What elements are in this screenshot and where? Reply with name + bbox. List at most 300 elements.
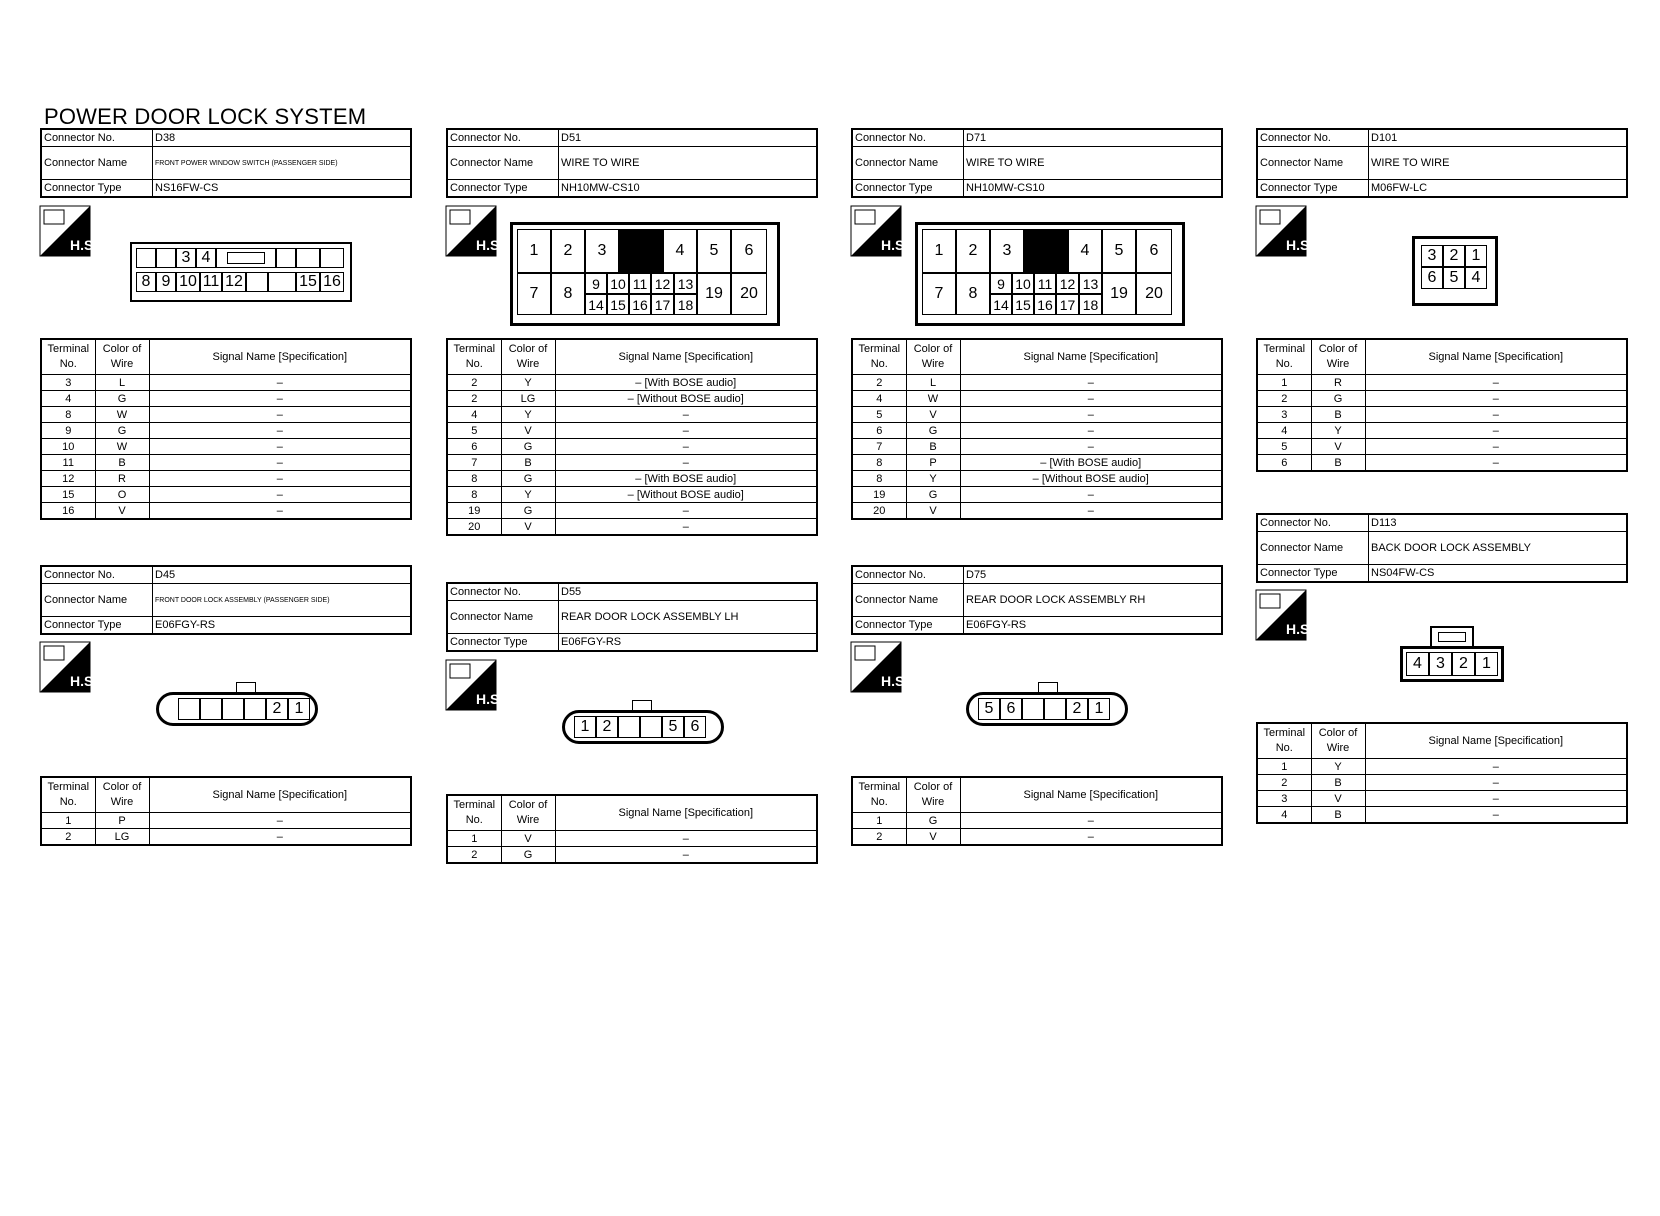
wire-color: Y xyxy=(501,407,555,423)
terminal-table-d71 xyxy=(851,338,1223,520)
terminal-no: 4 xyxy=(447,407,501,423)
pin-label: 2 xyxy=(596,716,618,738)
terminal-no: 20 xyxy=(447,519,501,536)
table-row xyxy=(447,487,817,503)
wire-color: B xyxy=(95,455,149,471)
terminal-no-header: Terminal No. xyxy=(41,339,95,375)
terminal-table-d51 xyxy=(446,338,818,536)
table-row xyxy=(1257,791,1627,807)
wire-color: B xyxy=(906,439,960,455)
svg-text:H.S.: H.S. xyxy=(70,673,98,689)
signal-name: – xyxy=(555,439,817,455)
wire-color: R xyxy=(95,471,149,487)
signal-name: – xyxy=(555,503,817,519)
table-row xyxy=(447,847,817,864)
wire-color: B xyxy=(501,455,555,471)
wire-color: LG xyxy=(95,829,149,846)
terminal-table-d75 xyxy=(851,776,1223,846)
pin-label: 12 xyxy=(651,273,674,294)
pin-label: 12 xyxy=(1056,273,1079,294)
wire-color-header: Color of Wire xyxy=(95,339,149,375)
harness-side-icon xyxy=(1256,206,1314,256)
signal-name-header: Signal Name [Specification] xyxy=(960,777,1222,813)
table-row xyxy=(447,471,817,487)
signal-name: – [With BOSE audio] xyxy=(960,455,1222,471)
terminal-no: 3 xyxy=(1257,791,1311,807)
signal-name-header: Signal Name [Specification] xyxy=(149,777,411,813)
terminal-no: 3 xyxy=(1257,407,1311,423)
terminal-no-header: Terminal No. xyxy=(447,795,501,831)
signal-name-header: Signal Name [Specification] xyxy=(1365,723,1627,759)
table-row xyxy=(1257,375,1627,391)
terminal-no: 12 xyxy=(41,471,95,487)
signal-name: – xyxy=(1365,807,1627,824)
table-row xyxy=(852,503,1222,520)
table-row xyxy=(41,487,411,503)
table-row xyxy=(1257,455,1627,472)
table-row xyxy=(1257,775,1627,791)
pin-label: 4 xyxy=(1465,267,1487,289)
connector-d113-info: Connector No. D113 Connector Name BACK DOOR LOCK ASSEMBLY Connector Type NS04FW-CS xyxy=(1256,513,1628,583)
pin-label: 1 xyxy=(1088,698,1110,720)
pin-label: 18 xyxy=(674,294,697,315)
signal-name-header: Signal Name [Specification] xyxy=(1365,339,1627,375)
signal-name: – xyxy=(149,503,411,520)
signal-name: – xyxy=(149,439,411,455)
signal-name: – xyxy=(555,519,817,536)
terminal-no: 19 xyxy=(852,487,906,503)
signal-name: – xyxy=(1365,423,1627,439)
signal-name: – xyxy=(149,407,411,423)
table-row xyxy=(852,455,1222,471)
wire-color: G xyxy=(95,391,149,407)
signal-name: – xyxy=(149,487,411,503)
signal-name-header: Signal Name [Specification] xyxy=(960,339,1222,375)
terminal-no: 8 xyxy=(852,455,906,471)
pin-label: 7 xyxy=(922,273,956,315)
table-row xyxy=(1257,807,1627,824)
table-row xyxy=(41,813,411,829)
terminal-no: 4 xyxy=(1257,807,1311,824)
terminal-no-header: Terminal No. xyxy=(41,777,95,813)
signal-name: – xyxy=(149,829,411,846)
signal-name: – xyxy=(149,375,411,391)
pin-label: 6 xyxy=(1000,698,1022,720)
harness-side-icon xyxy=(851,206,909,256)
wire-color: W xyxy=(95,407,149,423)
signal-name: – xyxy=(960,423,1222,439)
svg-text:H.S.: H.S. xyxy=(1286,237,1314,253)
table-row xyxy=(852,375,1222,391)
wire-color-header: Color of Wire xyxy=(906,777,960,813)
table-row xyxy=(852,829,1222,846)
terminal-no: 8 xyxy=(41,407,95,423)
terminal-no: 1 xyxy=(1257,375,1311,391)
signal-name: – xyxy=(960,407,1222,423)
signal-name: – [With BOSE audio] xyxy=(555,471,817,487)
table-row xyxy=(41,407,411,423)
wire-color: Y xyxy=(501,375,555,391)
pin-label: 18 xyxy=(1079,294,1102,315)
signal-name: – xyxy=(1365,391,1627,407)
wire-color: B xyxy=(1311,807,1365,824)
signal-name-header: Signal Name [Specification] xyxy=(555,339,817,375)
connector-d55-info: Connector No. D55 Connector Name REAR DOOR LOCK ASSEMBLY LH Connector Type E06FGY-RS xyxy=(446,582,818,652)
terminal-no: 10 xyxy=(41,439,95,455)
terminal-no: 16 xyxy=(41,503,95,520)
table-row xyxy=(852,391,1222,407)
signal-name: – xyxy=(1365,439,1627,455)
pin-label: 5 xyxy=(1102,229,1136,273)
pin-label: 6 xyxy=(1136,229,1172,273)
terminal-no: 2 xyxy=(447,391,501,407)
connector-face-d38 xyxy=(130,242,352,302)
terminal-table-d55 xyxy=(446,794,818,864)
pin-label: 1 xyxy=(574,716,596,738)
pin-label: 5 xyxy=(662,716,684,738)
table-row xyxy=(41,439,411,455)
pin-label: 4 xyxy=(663,229,697,273)
pin-label: 13 xyxy=(674,273,697,294)
pin-label: 8 xyxy=(136,272,156,292)
wire-color-header: Color of Wire xyxy=(501,339,555,375)
pin-label: 14 xyxy=(990,294,1012,315)
signal-name: – xyxy=(149,471,411,487)
svg-text:H.S.: H.S. xyxy=(1286,621,1314,637)
table-row xyxy=(447,375,817,391)
pin-label: 5 xyxy=(978,698,1000,720)
pin-label: 6 xyxy=(684,716,706,738)
wire-color: Y xyxy=(1311,759,1365,775)
signal-name: – xyxy=(149,391,411,407)
pin-label: 7 xyxy=(517,273,551,315)
signal-name: – xyxy=(960,813,1222,829)
terminal-no: 2 xyxy=(447,847,501,864)
signal-name-header: Signal Name [Specification] xyxy=(555,795,817,831)
signal-name-header: Signal Name [Specification] xyxy=(149,339,411,375)
wire-color: B xyxy=(1311,775,1365,791)
signal-name: – xyxy=(960,503,1222,520)
signal-name: – xyxy=(149,813,411,829)
wire-color: Y xyxy=(501,487,555,503)
signal-name: – xyxy=(555,407,817,423)
pin-label: 1 xyxy=(1475,652,1498,676)
table-row xyxy=(852,813,1222,829)
pin-label: 15 xyxy=(1012,294,1034,315)
pin-label: 9 xyxy=(585,273,607,294)
terminal-no: 4 xyxy=(1257,423,1311,439)
signal-name: – [Without BOSE audio] xyxy=(960,471,1222,487)
wire-color: B xyxy=(1311,407,1365,423)
wire-color: G xyxy=(501,503,555,519)
signal-name: – xyxy=(1365,759,1627,775)
table-row xyxy=(447,407,817,423)
wire-color: Y xyxy=(1311,423,1365,439)
terminal-no-header: Terminal No. xyxy=(447,339,501,375)
pin-label: 15 xyxy=(607,294,629,315)
table-row xyxy=(447,439,817,455)
signal-name: – xyxy=(960,829,1222,846)
table-row xyxy=(41,375,411,391)
signal-name: – xyxy=(960,487,1222,503)
pin-label: 16 xyxy=(629,294,651,315)
wire-color: W xyxy=(906,391,960,407)
terminal-no: 19 xyxy=(447,503,501,519)
pin-label: 20 xyxy=(731,273,767,315)
terminal-no: 8 xyxy=(852,471,906,487)
pin-label: 20 xyxy=(1136,273,1172,315)
terminal-no-header: Terminal No. xyxy=(1257,339,1311,375)
wire-color: G xyxy=(501,847,555,864)
terminal-no: 20 xyxy=(852,503,906,520)
wire-color: P xyxy=(906,455,960,471)
pin-label: 3 xyxy=(585,229,619,273)
table-row xyxy=(447,831,817,847)
pin-label: 3 xyxy=(1421,245,1443,267)
signal-name: – xyxy=(149,455,411,471)
table-row xyxy=(447,519,817,536)
pin-label: 16 xyxy=(320,272,344,292)
pin-label: 4 xyxy=(196,248,216,268)
terminal-no: 6 xyxy=(1257,455,1311,472)
pin-label: 12 xyxy=(222,272,246,292)
terminal-no: 1 xyxy=(852,813,906,829)
terminal-no-header: Terminal No. xyxy=(1257,723,1311,759)
terminal-no: 6 xyxy=(447,439,501,455)
signal-name: – xyxy=(960,439,1222,455)
pin-label: 9 xyxy=(990,273,1012,294)
terminal-no: 1 xyxy=(41,813,95,829)
svg-text:H.S.: H.S. xyxy=(70,237,98,253)
pin-label: 2 xyxy=(1066,698,1088,720)
terminal-no-header: Terminal No. xyxy=(852,339,906,375)
table-row xyxy=(1257,423,1627,439)
pin-label: 10 xyxy=(176,272,200,292)
pin-label: 9 xyxy=(156,272,176,292)
table-row xyxy=(447,423,817,439)
pin-label: 10 xyxy=(607,273,629,294)
table-row xyxy=(852,407,1222,423)
pin-label: 19 xyxy=(697,273,731,315)
wire-color-header: Color of Wire xyxy=(1311,339,1365,375)
terminal-no: 2 xyxy=(41,829,95,846)
connector-face-d45 xyxy=(156,682,318,728)
terminal-table-d38 xyxy=(40,338,412,520)
terminal-no: 7 xyxy=(852,439,906,455)
connector-face-d101 xyxy=(1412,236,1498,306)
wire-color: V xyxy=(906,829,960,846)
pin-label: 3 xyxy=(990,229,1024,273)
table-row xyxy=(41,455,411,471)
connector-d51-info: Connector No. D51 Connector Name WIRE TO WIRE Connector Type NH10MW-CS10 xyxy=(446,128,818,198)
wire-color: G xyxy=(501,471,555,487)
wire-color: G xyxy=(95,423,149,439)
pin-label: 2 xyxy=(956,229,990,273)
terminal-no: 1 xyxy=(447,831,501,847)
pin-label: 1 xyxy=(922,229,956,273)
table-row xyxy=(447,391,817,407)
connector-d75-info: Connector No. D75 Connector Name REAR DOOR LOCK ASSEMBLY RH Connector Type E06FGY-RS xyxy=(851,565,1223,635)
signal-name: – [With BOSE audio] xyxy=(555,375,817,391)
connector-face-d75 xyxy=(966,682,1128,728)
table-row xyxy=(41,503,411,520)
terminal-no: 5 xyxy=(447,423,501,439)
wire-color: W xyxy=(95,439,149,455)
pin-label: 2 xyxy=(1443,245,1465,267)
terminal-no: 4 xyxy=(41,391,95,407)
terminal-no: 5 xyxy=(1257,439,1311,455)
wire-color-header: Color of Wire xyxy=(1311,723,1365,759)
pin-label: 5 xyxy=(1443,267,1465,289)
table-row xyxy=(1257,391,1627,407)
connector-d71-info: Connector No. D71 Connector Name WIRE TO WIRE Connector Type NH10MW-CS10 xyxy=(851,128,1223,198)
connector-d38-info: Connector No. D38 Connector Name FRONT POWER WINDOW SWITCH (PASSENGER SIDE) Connector Type NS16FW-CS xyxy=(40,128,412,198)
wire-color: LG xyxy=(501,391,555,407)
table-row xyxy=(41,471,411,487)
signal-name: – xyxy=(1365,791,1627,807)
harness-side-icon xyxy=(40,206,98,256)
table-row xyxy=(1257,407,1627,423)
table-row xyxy=(447,503,817,519)
signal-name: – xyxy=(960,375,1222,391)
signal-name: – xyxy=(555,847,817,864)
wire-color: G xyxy=(1311,391,1365,407)
pin-label: 16 xyxy=(1034,294,1056,315)
connector-face-d113 xyxy=(1400,626,1504,684)
signal-name: – [Without BOSE audio] xyxy=(555,391,817,407)
terminal-table-d45 xyxy=(40,776,412,846)
pin-label: 13 xyxy=(1079,273,1102,294)
pin-label: 11 xyxy=(629,273,651,294)
pin-label: 17 xyxy=(651,294,674,315)
wire-color: V xyxy=(501,831,555,847)
table-row xyxy=(447,455,817,471)
table-row xyxy=(41,423,411,439)
terminal-no: 9 xyxy=(41,423,95,439)
wire-color: O xyxy=(95,487,149,503)
table-row xyxy=(852,487,1222,503)
pin-label: 6 xyxy=(1421,267,1443,289)
terminal-no: 1 xyxy=(1257,759,1311,775)
pin-label: 6 xyxy=(731,229,767,273)
pin-label: 8 xyxy=(551,273,585,315)
terminal-no: 3 xyxy=(41,375,95,391)
wire-color: V xyxy=(906,407,960,423)
wire-color: V xyxy=(1311,791,1365,807)
connector-face-d55 xyxy=(562,700,724,746)
terminal-no: 5 xyxy=(852,407,906,423)
table-row xyxy=(852,471,1222,487)
pin-label: 14 xyxy=(585,294,607,315)
terminal-no: 15 xyxy=(41,487,95,503)
pin-label: 15 xyxy=(296,272,320,292)
pin-label: 11 xyxy=(200,272,222,292)
wire-color: R xyxy=(1311,375,1365,391)
harness-side-icon xyxy=(1256,590,1314,640)
connector-d45-info: Connector No. D45 Connector Name FRONT DOOR LOCK ASSEMBLY (PASSENGER SIDE) Connector Type E06FGY-RS xyxy=(40,565,412,635)
harness-side-icon xyxy=(446,206,504,256)
signal-name: – xyxy=(555,455,817,471)
signal-name: – xyxy=(1365,407,1627,423)
table-row xyxy=(1257,439,1627,455)
pin-label: 3 xyxy=(176,248,196,268)
signal-name: – xyxy=(1365,455,1627,472)
wire-color: V xyxy=(1311,439,1365,455)
terminal-no: 2 xyxy=(1257,391,1311,407)
pin-label: 2 xyxy=(551,229,585,273)
pin-label: 1 xyxy=(517,229,551,273)
wire-color: B xyxy=(1311,455,1365,472)
pin-label: 17 xyxy=(1056,294,1079,315)
wire-color: V xyxy=(95,503,149,520)
signal-name: – xyxy=(149,423,411,439)
signal-name: – xyxy=(555,423,817,439)
pin-label: 5 xyxy=(697,229,731,273)
terminal-no: 2 xyxy=(852,375,906,391)
terminal-no-header: Terminal No. xyxy=(852,777,906,813)
signal-name: – xyxy=(1365,775,1627,791)
connector-face-d51 xyxy=(510,222,780,326)
svg-text:H.S.: H.S. xyxy=(476,691,504,707)
terminal-no: 6 xyxy=(852,423,906,439)
wire-color: G xyxy=(906,487,960,503)
harness-side-icon xyxy=(40,642,98,692)
pin-label: 2 xyxy=(266,698,288,720)
wire-color-header: Color of Wire xyxy=(95,777,149,813)
harness-side-icon xyxy=(851,642,909,692)
signal-name: – xyxy=(960,391,1222,407)
terminal-table-d113 xyxy=(1256,722,1628,824)
wire-color: V xyxy=(501,519,555,536)
table-row xyxy=(41,391,411,407)
signal-name: – [Without BOSE audio] xyxy=(555,487,817,503)
pin-label: 1 xyxy=(288,698,310,720)
wire-color-header: Color of Wire xyxy=(501,795,555,831)
wire-color: L xyxy=(95,375,149,391)
harness-side-icon xyxy=(446,660,504,710)
wire-color: P xyxy=(95,813,149,829)
pin-label: 19 xyxy=(1102,273,1136,315)
pin-label: 1 xyxy=(1465,245,1487,267)
svg-text:H.S.: H.S. xyxy=(881,673,909,689)
wire-color: G xyxy=(906,813,960,829)
terminal-no: 2 xyxy=(447,375,501,391)
pin-label: 4 xyxy=(1406,652,1429,676)
wire-color: V xyxy=(906,503,960,520)
terminal-no: 8 xyxy=(447,471,501,487)
connector-d101-info: Connector No. D101 Connector Name WIRE TO WIRE Connector Type M06FW-LC xyxy=(1256,128,1628,198)
pin-label: 2 xyxy=(1452,652,1475,676)
terminal-no: 4 xyxy=(852,391,906,407)
terminal-no: 7 xyxy=(447,455,501,471)
pin-label: 10 xyxy=(1012,273,1034,294)
terminal-no: 11 xyxy=(41,455,95,471)
connector-face-d71 xyxy=(915,222,1185,326)
page-title: POWER DOOR LOCK SYSTEM xyxy=(44,104,367,129)
wire-color: G xyxy=(906,423,960,439)
signal-name: – xyxy=(1365,375,1627,391)
wire-color: Y xyxy=(906,471,960,487)
svg-text:H.S.: H.S. xyxy=(881,237,909,253)
table-row xyxy=(1257,759,1627,775)
signal-name: – xyxy=(555,831,817,847)
wire-color: L xyxy=(906,375,960,391)
wire-color-header: Color of Wire xyxy=(906,339,960,375)
svg-text:H.S.: H.S. xyxy=(476,237,504,253)
wire-color: V xyxy=(501,423,555,439)
terminal-no: 2 xyxy=(1257,775,1311,791)
pin-label: 11 xyxy=(1034,273,1056,294)
